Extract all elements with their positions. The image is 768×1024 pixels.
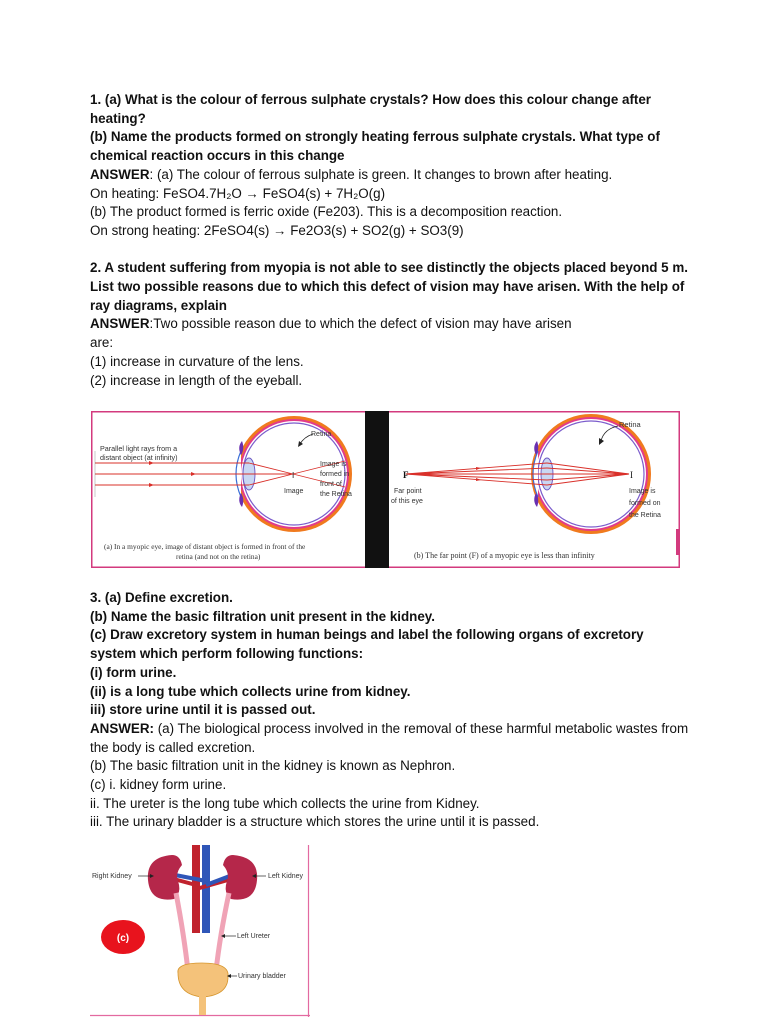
part-c-badge-label: (c)	[116, 933, 130, 944]
caption-b: (b) The far point (F) of a myopic eye is less than infinity	[414, 551, 595, 560]
q3-answer-c2: ii. The ureter is the long tube which collects the urine from Kidney.	[90, 795, 480, 811]
q3-answer-c3: iii. The urinary bladder is a structure which stores the urine until it is passed.	[90, 814, 540, 830]
left-ureter-label: Left Ureter	[237, 933, 271, 940]
image-formed-label-3: front of	[320, 481, 342, 488]
myopia-ray-diagram	[91, 411, 680, 568]
image-formed-label-1: Image is	[320, 461, 347, 468]
left-kidney-label: Left Kidney	[268, 873, 304, 880]
q1-part-a: 1. (a) What is the colour of ferrous sulphate crystals? How does this colour change after heating?	[90, 92, 652, 126]
image-formed-label-2: formed in	[320, 471, 350, 478]
image-formed-label-4: the Retina	[320, 491, 352, 498]
answer-text: :Two possible reason due to which the defect of vision may have arisen	[149, 316, 572, 332]
q2-reason-2: (2) increase in length of the eyeball.	[90, 372, 303, 388]
parallel-rays-label-2: distant object (at infinity)	[100, 453, 178, 462]
retina-label: Retina	[311, 431, 332, 438]
q3-answer-b: (b) The basic filtration unit in the kidney is known as Nephron.	[90, 758, 456, 774]
answer-label: ANSWER	[90, 316, 150, 332]
caption-a-line-1: (a) In a myopic eye, image of distant object is formed in front of the	[104, 542, 306, 551]
q1-answer-a	[90, 166, 690, 185]
q3-part-b: (b) Name the basic filtration unit present in the kidney.	[90, 608, 435, 624]
far-point-text-2: of this eye	[391, 498, 423, 505]
excretory-system-diagram	[90, 845, 310, 1017]
image-label: Image	[284, 488, 304, 495]
q3-part-c: (c) Draw excretory system in human beings and label the following organs of excretory system which perform following functions:	[90, 627, 644, 662]
q1-equation-1: On heating: FeSO4.7H₂O → FeSO4(s) + 7H₂O(g)	[90, 185, 386, 201]
parallel-rays-label: Parallel light rays from a	[100, 444, 178, 453]
question-2	[90, 259, 690, 390]
q3-item-i: (i) form urine.	[90, 664, 177, 680]
answer-text: (a) The biological process involved in the removal of these harmful metabolic wastes from the body is called excretion.	[90, 720, 689, 755]
question-3	[90, 589, 690, 832]
answer-text: : (a) The colour of ferrous sulphate is green. It changes to brown after heating.	[149, 166, 613, 182]
image-on-retina-1: Image is	[629, 488, 656, 495]
image-on-retina-3: the Retina	[629, 512, 661, 519]
image-on-retina-2: formed on	[629, 500, 661, 507]
q3-part-a: 3. (a) Define excretion.	[90, 590, 233, 605]
answer-label: ANSWER	[90, 166, 150, 182]
q3-answer-c: (c) i. kidney form urine.	[90, 777, 227, 793]
q3-item-ii: (ii) is a long tube which collects urine from kidney.	[90, 683, 411, 699]
q2-answer-are: are:	[90, 335, 114, 351]
retina-label-b: Retina	[619, 420, 641, 429]
q1-answer-b: (b) The product formed is ferric oxide (Fe203). This is a decomposition reaction.	[90, 204, 563, 220]
answer-label: ANSWER:	[90, 720, 154, 736]
urinary-bladder-label: Urinary bladder	[238, 973, 286, 980]
q3-answer-a	[90, 720, 690, 757]
question-1	[90, 91, 690, 241]
image-point-label-b: I	[630, 470, 633, 480]
image-point-label: I	[292, 471, 295, 480]
document-body	[90, 91, 690, 390]
right-kidney-label: Right Kidney	[92, 873, 132, 880]
q2-answer	[90, 315, 690, 334]
far-point-label: F	[403, 470, 409, 480]
q1-part-b: (b) Name the products formed on strongly heating ferrous sulphate crystals. What type of chemical reaction occurs in this change	[90, 129, 660, 164]
far-point-text-1: Far point	[394, 488, 422, 495]
q2-question: 2. A student suffering from myopia is not able to see distinctly the objects placed beyond 5 m. List two possible reasons due to which this defect of vision may have arisen. With the help of ray diagrams, explain	[90, 260, 688, 313]
q2-reason-1: (1) increase in curvature of the lens.	[90, 353, 304, 369]
q1-equation-2: On strong heating: 2FeSO4(s) → Fe2O3(s) + SO2(g) + SO3(9)	[90, 222, 464, 238]
q3-item-iii: iii) store urine until it is passed out.	[90, 702, 316, 718]
caption-a-line-2: retina (and not on the retina)	[176, 552, 261, 561]
